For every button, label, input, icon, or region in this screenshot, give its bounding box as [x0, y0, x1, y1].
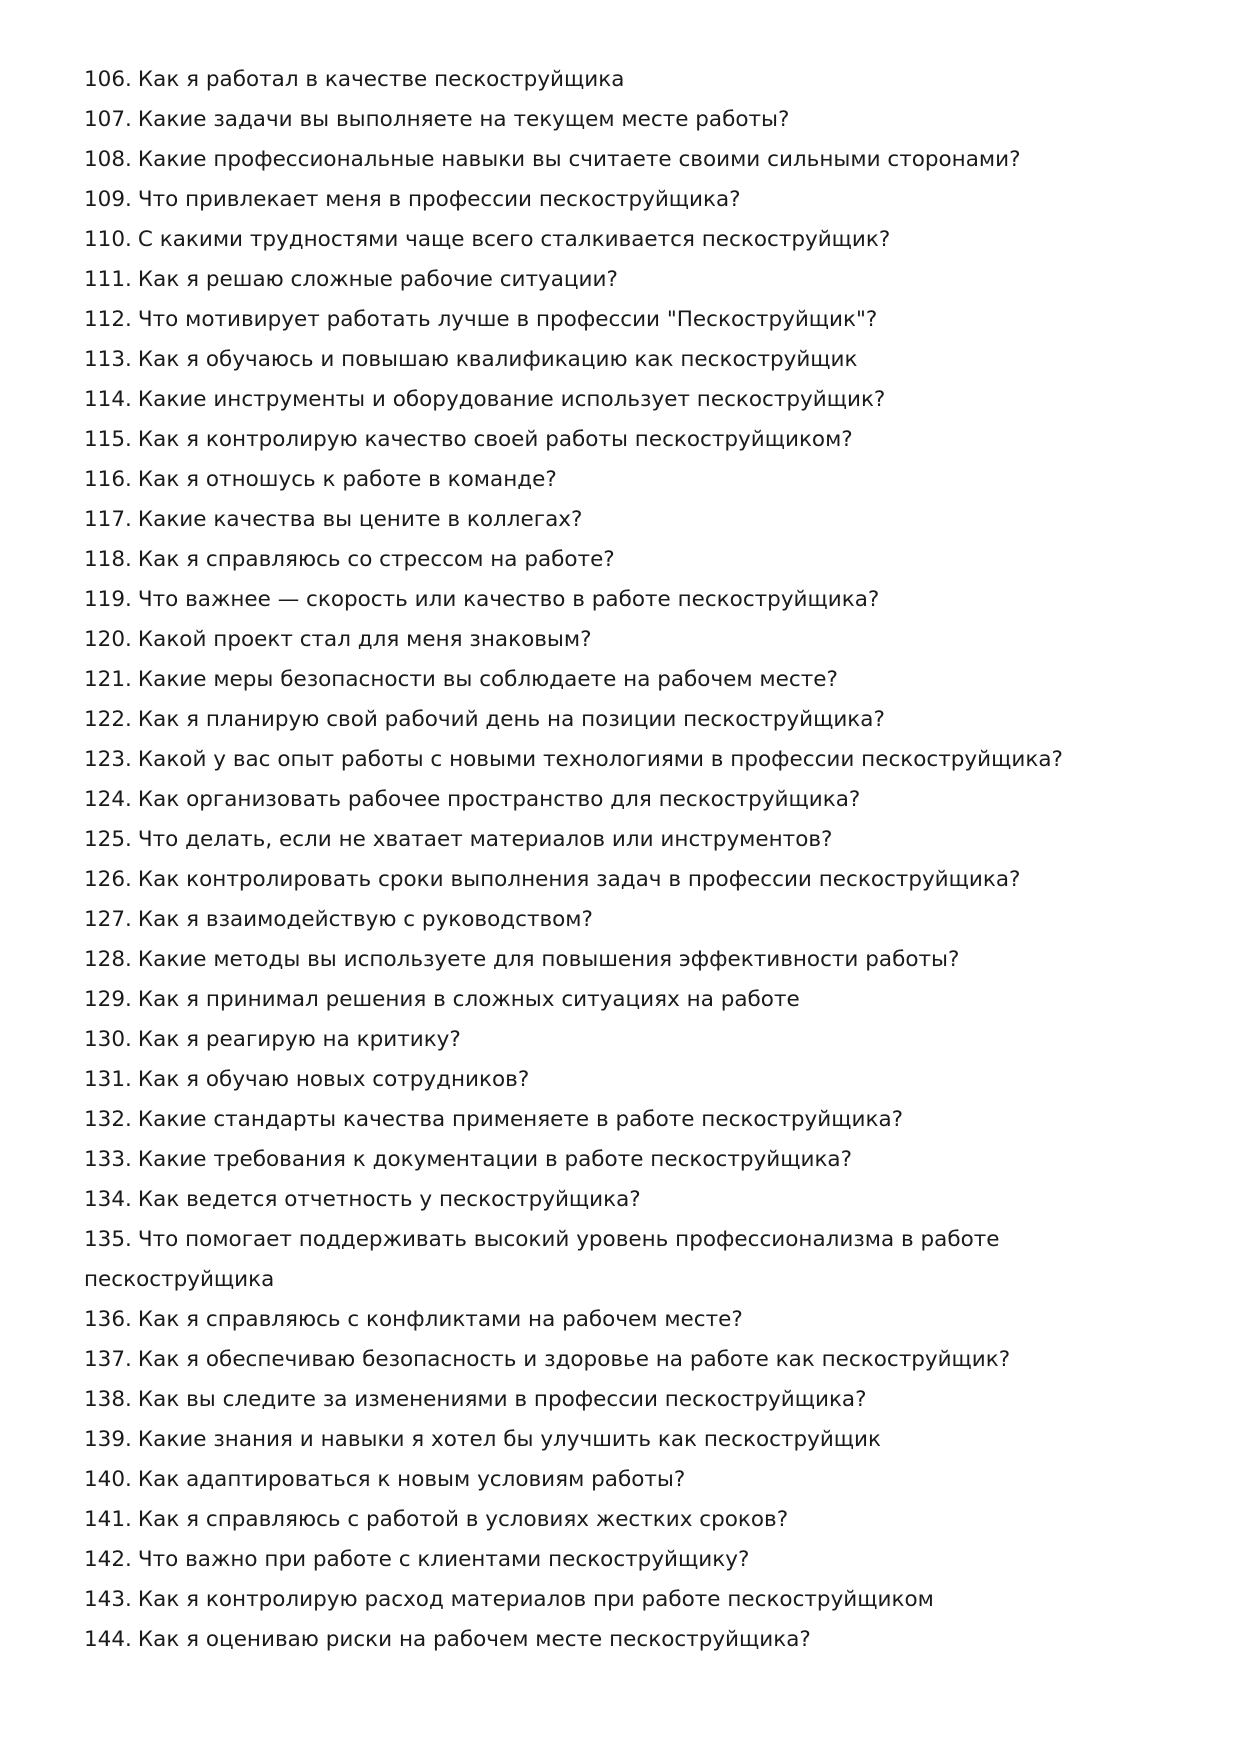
question-text: Какой у вас опыт работы с новыми технологиями в профессии пескоструйщика? [137, 747, 1063, 772]
question-text: Какие инструменты и оборудование использует пескоструйщик? [137, 387, 886, 412]
list-item [84, 1460, 1164, 1500]
question-text: Какой проект стал для меня знаковым? [137, 627, 592, 652]
question-number: 135. [84, 1227, 132, 1252]
question-number: 111. [84, 267, 132, 292]
question-text: Какие меры безопасности вы соблюдаете на рабочем месте? [137, 667, 838, 692]
list-item [84, 460, 1164, 500]
question-number: 122. [84, 707, 132, 732]
question-text: Какие профессиональные навыки вы считаете своими сильными сторонами? [137, 147, 1021, 172]
question-text: Как ведется отчетность у пескоструйщика? [137, 1187, 641, 1212]
list-item [84, 1180, 1164, 1220]
question-number: 143. [84, 1587, 132, 1612]
question-number: 127. [84, 907, 132, 932]
question-number: 130. [84, 1027, 132, 1052]
question-number: 112. [84, 307, 132, 332]
question-text: Как вы следите за изменениями в профессии пескоструйщика? [137, 1387, 867, 1412]
question-number: 129. [84, 987, 132, 1012]
question-text: Что важно при работе с клиентами пескоструйщику? [137, 1547, 750, 1572]
question-text: Как я отношусь к работе в команде? [137, 467, 557, 492]
question-text: Как я обучаюсь и повышаю квалификацию как пескоструйщик [137, 347, 858, 372]
list-item [84, 500, 1164, 540]
list-item [84, 580, 1164, 620]
question-number: 108. [84, 147, 132, 172]
question-number: 118. [84, 547, 132, 572]
question-number: 117. [84, 507, 132, 532]
question-number: 125. [84, 827, 132, 852]
question-text: Как организовать рабочее пространство для пескоструйщика? [137, 787, 861, 812]
list-item [84, 1020, 1164, 1060]
question-list [84, 60, 1164, 1660]
question-number: 106. [84, 67, 132, 92]
question-number: 126. [84, 867, 132, 892]
list-item [84, 1100, 1164, 1140]
question-text: Как я обеспечиваю безопасность и здоровье на работе как пескоструйщик? [137, 1347, 1011, 1372]
question-text: Какие задачи вы выполняете на текущем месте работы? [137, 107, 790, 132]
list-item [84, 100, 1164, 140]
list-item [84, 180, 1164, 220]
question-number: 115. [84, 427, 132, 452]
list-item [84, 1620, 1164, 1660]
question-number: 134. [84, 1187, 132, 1212]
question-number: 116. [84, 467, 132, 492]
question-text: Как адаптироваться к новым условиям работы? [137, 1467, 686, 1492]
question-text: Как я справляюсь с работой в условиях жестких сроков? [137, 1507, 789, 1532]
list-item [84, 1300, 1164, 1340]
list-item [84, 60, 1164, 100]
question-text: Что важнее — скорость или качество в работе пескоструйщика? [137, 587, 880, 612]
question-text: Как я планирую свой рабочий день на позиции пескоструйщика? [137, 707, 885, 732]
question-number: 144. [84, 1627, 132, 1652]
list-item [84, 1420, 1164, 1460]
list-item [84, 260, 1164, 300]
question-text: Как я справляюсь со стрессом на работе? [137, 547, 615, 572]
question-number: 140. [84, 1467, 132, 1492]
question-text: Что привлекает меня в профессии пескоструйщика? [137, 187, 741, 212]
question-number: 110. [84, 227, 132, 252]
question-number: 114. [84, 387, 132, 412]
list-item [84, 300, 1164, 340]
question-number: 132. [84, 1107, 132, 1132]
list-item [84, 620, 1164, 660]
list-item [84, 1060, 1164, 1100]
list-item [84, 660, 1164, 700]
question-text: Какие знания и навыки я хотел бы улучшить как пескоструйщик [137, 1427, 882, 1452]
question-number: 124. [84, 787, 132, 812]
question-text: С какими трудностями чаще всего сталкивается пескоструйщик? [137, 227, 891, 252]
list-item [84, 980, 1164, 1020]
list-item [84, 1500, 1164, 1540]
question-number: 137. [84, 1347, 132, 1372]
question-text: Какие требования к документации в работе пескоструйщика? [137, 1147, 853, 1172]
question-number: 138. [84, 1387, 132, 1412]
list-item [84, 140, 1164, 180]
question-text: Как я решаю сложные рабочие ситуации? [137, 267, 618, 292]
question-text: Какие методы вы используете для повышения эффективности работы? [137, 947, 960, 972]
list-item [84, 1140, 1164, 1180]
list-item [84, 1380, 1164, 1420]
question-text: Как контролировать сроки выполнения задач в профессии пескоструйщика? [137, 867, 1021, 892]
list-item [84, 420, 1164, 460]
question-text: Что делать, если не хватает материалов или инструментов? [137, 827, 833, 852]
list-item [84, 780, 1164, 820]
question-number: 128. [84, 947, 132, 972]
question-text: Как я контролирую качество своей работы пескоструйщиком? [137, 427, 853, 452]
list-item [84, 740, 1164, 780]
list-item [84, 1220, 1164, 1300]
question-number: 142. [84, 1547, 132, 1572]
question-text: Как я контролирую расход материалов при работе пескоструйщиком [137, 1587, 934, 1612]
list-item [84, 1540, 1164, 1580]
list-item [84, 1580, 1164, 1620]
list-item [84, 340, 1164, 380]
question-number: 131. [84, 1067, 132, 1092]
question-text: Какие качества вы цените в коллегах? [137, 507, 583, 532]
question-number: 119. [84, 587, 132, 612]
question-text: Что мотивирует работать лучше в профессии "Пескоструйщик"? [137, 307, 878, 332]
question-text: Как я оцениваю риски на рабочем месте пескоструйщика? [137, 1627, 811, 1652]
list-item [84, 380, 1164, 420]
question-number: 133. [84, 1147, 132, 1172]
question-number: 109. [84, 187, 132, 212]
question-text: Что помогает поддерживать высокий уровень профессионализма в работе пескоструйщика [84, 1227, 1000, 1292]
list-item [84, 1340, 1164, 1380]
question-number: 136. [84, 1307, 132, 1332]
question-text: Как я обучаю новых сотрудников? [137, 1067, 530, 1092]
list-item [84, 220, 1164, 260]
list-item [84, 540, 1164, 580]
question-number: 107. [84, 107, 132, 132]
question-text: Как я принимал решения в сложных ситуациях на работе [137, 987, 800, 1012]
question-text: Как я справляюсь с конфликтами на рабочем месте? [137, 1307, 743, 1332]
question-number: 113. [84, 347, 132, 372]
question-number: 120. [84, 627, 132, 652]
question-number: 121. [84, 667, 132, 692]
list-item [84, 820, 1164, 860]
question-number: 141. [84, 1507, 132, 1532]
question-text: Как я реагирую на критику? [137, 1027, 461, 1052]
question-number: 139. [84, 1427, 132, 1452]
list-item [84, 700, 1164, 740]
question-number: 123. [84, 747, 132, 772]
list-item [84, 940, 1164, 980]
question-text: Как я работал в качестве пескоструйщика [137, 67, 625, 92]
question-text: Как я взаимодействую с руководством? [137, 907, 593, 932]
list-item [84, 900, 1164, 940]
question-text: Какие стандарты качества применяете в работе пескоструйщика? [137, 1107, 904, 1132]
list-item [84, 860, 1164, 900]
